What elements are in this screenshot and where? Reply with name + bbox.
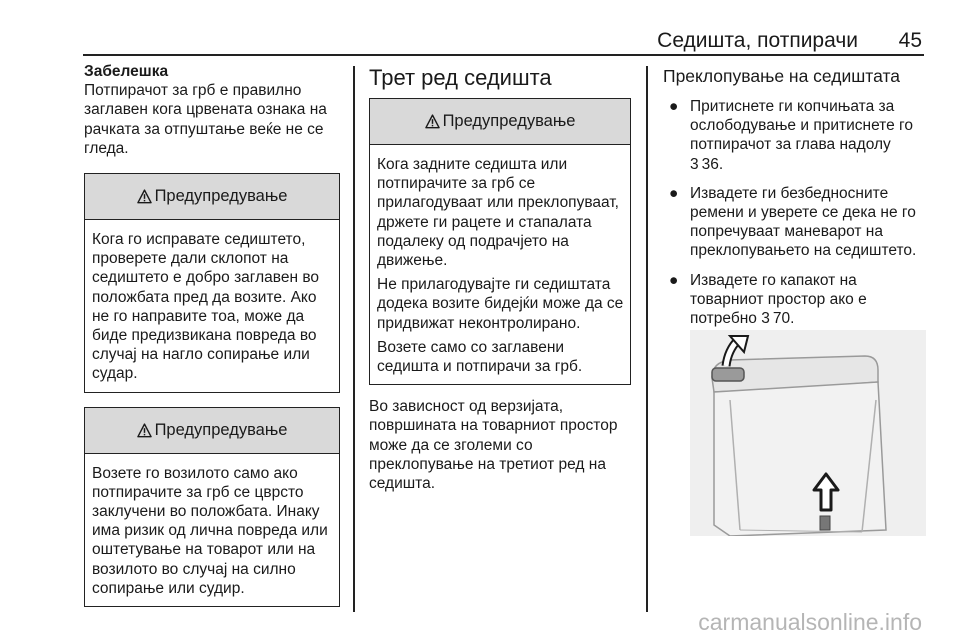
- warning-triangle-icon: [137, 423, 152, 438]
- note-text: Потпирачот за грб е правилно заглавен кога црвената ознака на рачката за отпуштање веќе не се гледа.: [84, 82, 327, 157]
- page-reference-icon: 3: [690, 155, 699, 173]
- list-item: [663, 184, 929, 261]
- bullet-icon: ●: [669, 98, 679, 115]
- watermark: carmanualsonline.info: [698, 609, 922, 635]
- warning-body: [85, 220, 339, 392]
- section-title: Преклопување на седиштата: [663, 66, 901, 86]
- warning-triangle-icon: [425, 114, 440, 129]
- page-number: 45: [898, 29, 922, 52]
- warning-title: Предупредување: [154, 420, 288, 439]
- warning-text: Кога го исправате седиштето, проверете дали склопот на седиштето е добро заглавен во положбата пред да возите. Ако не го направите тоа, може да биде предизвикана повреда во случај на нагло сопирање или судар.: [92, 231, 319, 383]
- bullet-icon: ●: [669, 184, 679, 202]
- warning-header: [85, 408, 339, 454]
- header-divider: [83, 54, 924, 56]
- column-divider-2: [646, 66, 648, 612]
- list-item: [663, 271, 929, 329]
- warning-header: [85, 174, 339, 220]
- warning-triangle-icon: [137, 189, 152, 204]
- note-title: Забелешка: [84, 63, 169, 80]
- section-title: Трет ред седишта: [369, 65, 552, 90]
- column-divider-1: [353, 66, 355, 612]
- page-reference-link[interactable]: 36.: [701, 155, 724, 173]
- column-3: [663, 62, 929, 338]
- list-item-text: Извадете го капакот на товарниот простор ако е потребно: [690, 271, 867, 328]
- page-header-title: Седишта, потпирачи: [657, 29, 858, 52]
- list-item-text: Извадете ги безбедносните ремени и уверете се дека не го попречуваат маневарот на преклопувањето на седиштето.: [690, 184, 917, 260]
- warning-box-1: [84, 173, 340, 393]
- page-reference-icon: 3: [761, 310, 770, 328]
- warning-title: Предупредување: [154, 186, 288, 205]
- body-paragraph: Во зависност од верзијата, површината на товарниот простор може да се зголеми со преклопување на третиот ред на седишта.: [369, 398, 618, 493]
- column-2: [369, 62, 631, 493]
- warning-text-2: Не прилагодувајте ги седиштата додека возите бидејќи може да се придвижат неконтролирано.: [377, 276, 624, 332]
- warning-title: Предупредување: [442, 111, 576, 130]
- warning-text-1: Кога задните седишта или потпирачите за грб се прилагодуваат или преклопуваат, држете ги рацете и стапалата подалеку од подрачјето на движење.: [377, 156, 619, 270]
- warning-body: [370, 145, 630, 384]
- seat-folding-illustration: [690, 330, 926, 536]
- list-item-text: Притиснете ги копчињата за ослободување и притиснете го потпирачот за глава надолу: [690, 98, 913, 154]
- warning-header: [370, 99, 630, 145]
- page-reference-link[interactable]: 70.: [772, 310, 795, 328]
- warning-body: [85, 454, 339, 606]
- instruction-list: [663, 97, 929, 328]
- warning-text-3: Возете само со заглавени седишта и потпирачи за грб.: [377, 338, 583, 376]
- list-item: [663, 97, 929, 174]
- column-1: [84, 62, 340, 607]
- warning-box-3: [369, 98, 631, 385]
- warning-box-2: [84, 407, 340, 607]
- bullet-icon: ●: [669, 271, 679, 289]
- warning-text: Возете го возилото само ако потпирачите за грб се цврсто заклучени во положбата. Инаку има ризик од лична повреда или оштетување на товарот или на возилото во случај на силно сопирање или судир.: [92, 464, 328, 597]
